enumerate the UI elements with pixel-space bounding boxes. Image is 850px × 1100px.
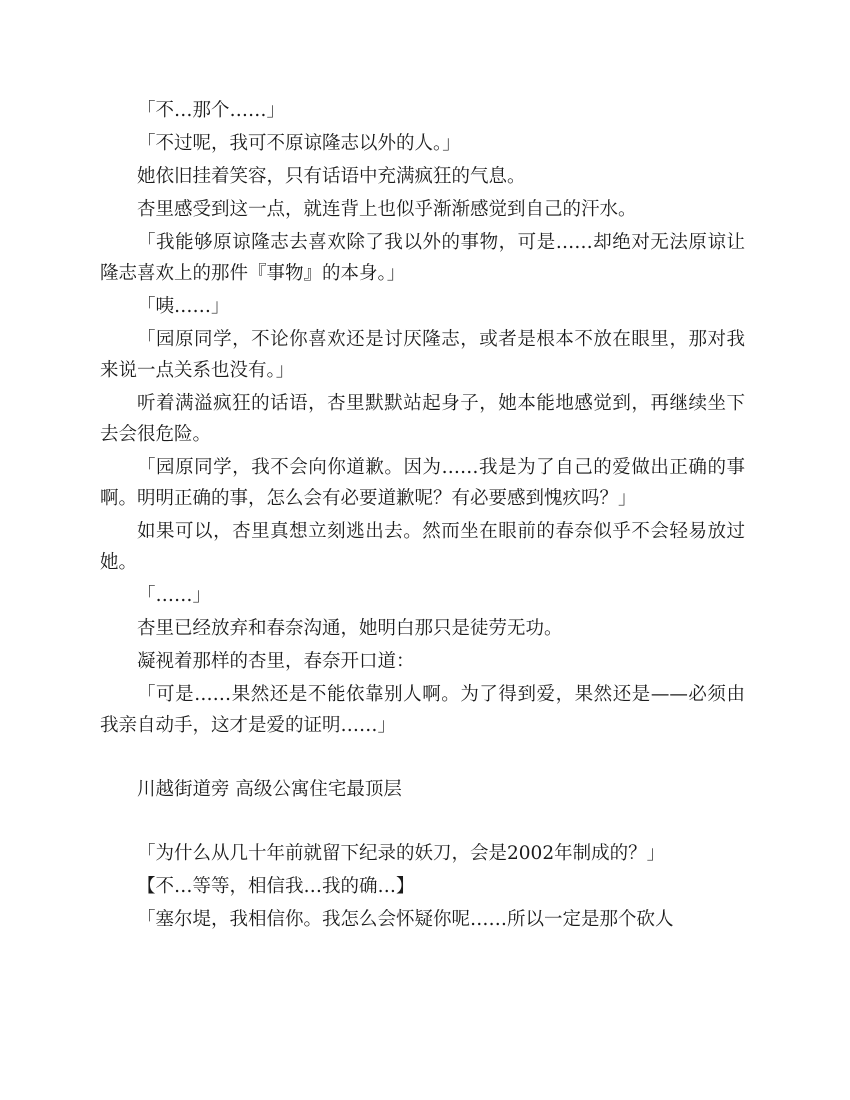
paragraph: 「园原同学，我不会向你道歉。因为……我是为了自己的爱做出正确的事啊。明明正确的事，怎么会有必要道歉呢？有必要感到愧疚吗？」 bbox=[100, 457, 745, 509]
paragraph: 「塞尔堤，我相信你。我怎么会怀疑你呢……所以一定是那个砍人 bbox=[137, 909, 674, 930]
paragraph: 杏里已经放弃和春奈沟通，她明白那只是徒劳无功。 bbox=[137, 618, 563, 639]
paragraph: 「为什么从几十年前就留下纪录的妖刀，会是2002年制成的？」 bbox=[137, 843, 666, 864]
paragraph: 听着满溢疯狂的话语，杏里默默站起身子，她本能地感觉到，再继续坐下去会很危险。 bbox=[100, 393, 745, 445]
blank-line bbox=[100, 743, 745, 774]
scene-heading: 川越街道旁 高级公寓住宅最顶层 bbox=[137, 779, 402, 800]
paragraph: 「园原同学，不论你喜欢还是讨厌隆志，或者是根本不放在眼里，那对我来说一点关系也没有。」 bbox=[100, 329, 745, 381]
paragraph: 「我能够原谅隆志去喜欢除了我以外的事物，可是……却绝对无法原谅让隆志喜欢上的那件『事物』的本身。」 bbox=[100, 232, 745, 284]
blank-line bbox=[100, 807, 745, 838]
document-page bbox=[100, 95, 745, 937]
paragraph: 「不…那个……」 bbox=[137, 100, 286, 121]
paragraph: 凝视着那样的杏里，春奈开口道： bbox=[137, 651, 415, 672]
paragraph: 【不…等等，相信我…我的确…】 bbox=[137, 876, 415, 897]
paragraph: 杏里感受到这一点，就连背上也似乎渐渐感觉到自己的汗水。 bbox=[137, 199, 637, 220]
paragraph: 「咦……」 bbox=[137, 296, 230, 317]
paragraph: 「可是……果然还是不能依靠别人啊。为了得到爱，果然还是——必须由我亲自动手，这才是爱的证明……」 bbox=[100, 684, 745, 736]
paragraph: 「不过呢，我可不原谅隆志以外的人。」 bbox=[137, 133, 461, 154]
paragraph: 「……」 bbox=[137, 585, 212, 606]
paragraph: 她依旧挂着笑容，只有话语中充满疯狂的气息。 bbox=[137, 166, 526, 187]
paragraph: 如果可以，杏里真想立刻逃出去。然而坐在眼前的春奈似乎不会轻易放过她。 bbox=[100, 521, 745, 573]
